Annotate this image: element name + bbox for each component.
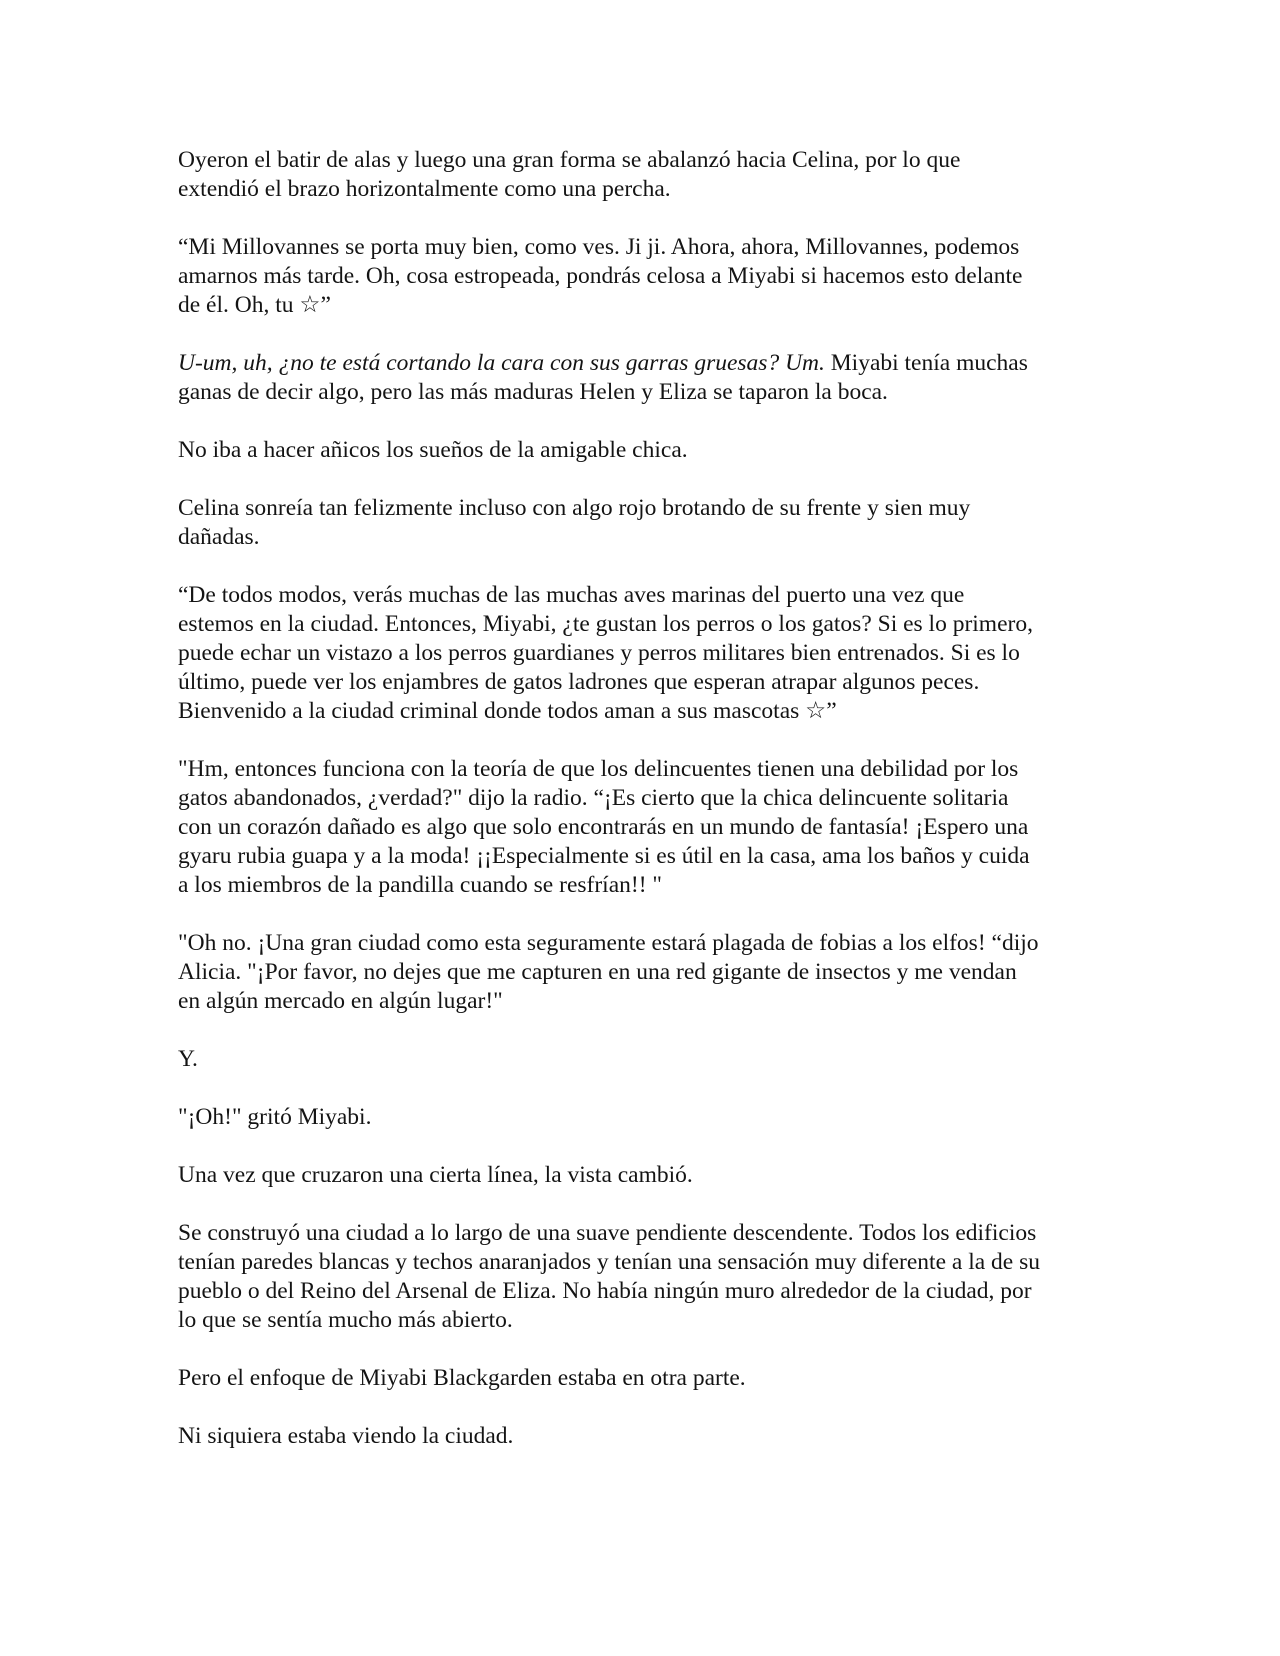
paragraph-14-line-1: Ni siquiera estaba viendo la ciudad. [178, 1423, 514, 1449]
paragraph-12 [178, 1219, 1108, 1335]
paragraph-1-line-2: extendió el brazo horizontalmente como una percha. [178, 176, 671, 202]
paragraph-7-line-5: a los miembros de la pandilla cuando se resfrían!! " [178, 872, 662, 898]
paragraph-12-line-1: Se construyó una ciudad a lo largo de una suave pendiente descendente. Todos los edificios [178, 1220, 1037, 1246]
paragraph-8 [178, 929, 1108, 1016]
paragraph-1-line-1: Oyeron el batir de alas y luego una gran forma se abalanzó hacia Celina, por lo que [178, 147, 961, 173]
document-text-body [178, 146, 1108, 1480]
paragraph-12-line-2: tenían paredes blancas y techos anaranjados y tenían una sensación muy diferente a la de su [178, 1249, 1040, 1275]
paragraph-8-line-2: Alicia. "¡Por favor, no dejes que me capturen en una red gigante de insectos y me vendan [178, 959, 1017, 985]
paragraph-6-line-4: último, puede ver los enjambres de gatos ladrones que esperan atrapar algunos peces. [178, 669, 980, 695]
paragraph-12-line-3: pueblo o del Reino del Arsenal de Eliza. No había ningún muro alrededor de la ciudad, por [178, 1278, 1032, 1304]
paragraph-9 [178, 1045, 1108, 1074]
paragraph-10 [178, 1103, 1108, 1132]
paragraph-5 [178, 494, 1108, 552]
paragraph-2-line-3: de él. Oh, tu ☆” [178, 292, 331, 318]
paragraph-5-line-1: Celina sonreía tan felizmente incluso con algo rojo brotando de su frente y sien muy [178, 495, 971, 521]
paragraph-4 [178, 436, 1108, 465]
paragraph-2 [178, 233, 1108, 320]
paragraph-7-line-4: gyaru rubia guapa y a la moda! ¡¡Especialmente si es útil en la casa, ama los baños y cuida [178, 843, 1030, 869]
paragraph-13-line-1: Pero el enfoque de Miyabi Blackgarden estaba en otra parte. [178, 1365, 746, 1391]
paragraph-2-line-1: “Mi Millovannes se porta muy bien, como ves. Ji ji. Ahora, ahora, Millovannes, podemos [178, 234, 1020, 260]
paragraph-7 [178, 755, 1108, 900]
paragraph-3 [178, 349, 1108, 407]
paragraph-6-line-5: Bienvenido a la ciudad criminal donde todos aman a sus mascotas ☆” [178, 698, 837, 724]
paragraph-6 [178, 581, 1108, 726]
paragraph-3-italic-thought: U-um, uh, ¿no te está cortando la cara con sus garras gruesas? Um. [178, 350, 825, 376]
paragraph-10-line-1: "¡Oh!" gritó Miyabi. [178, 1104, 372, 1130]
paragraph-6-line-1: “De todos modos, verás muchas de las muchas aves marinas del puerto una vez que [178, 582, 965, 608]
paragraph-9-line-1: Y. [178, 1046, 198, 1072]
paragraph-8-line-3: en algún mercado en algún lugar!" [178, 988, 503, 1014]
paragraph-12-line-4: lo que se sentía mucho más abierto. [178, 1307, 513, 1333]
paragraph-7-line-1: "Hm, entonces funciona con la teoría de que los delincuentes tienen una debilidad por los [178, 756, 1019, 782]
paragraph-11 [178, 1161, 1108, 1190]
paragraph-7-line-3: con un corazón dañado es algo que solo encontrarás en un mundo de fantasía! ¡Espero una [178, 814, 1029, 840]
paragraph-5-line-2: dañadas. [178, 524, 260, 550]
paragraph-7-line-2: gatos abandonados, ¿verdad?" dijo la radio. “¡Es cierto que la chica delincuente solitaria [178, 785, 1009, 811]
paragraph-2-line-2: amarnos más tarde. Oh, cosa estropeada, pondrás celosa a Miyabi si hacemos esto delante [178, 263, 1023, 289]
paragraph-14 [178, 1422, 1108, 1451]
paragraph-6-line-3: puede echar un vistazo a los perros guardianes y perros militares bien entrenados. Si es lo [178, 640, 1020, 666]
paragraph-4-line-1: No iba a hacer añicos los sueños de la amigable chica. [178, 437, 688, 463]
paragraph-8-line-1: "Oh no. ¡Una gran ciudad como esta seguramente estará plagada de fobias a los elfos! “dijo [178, 930, 1039, 956]
paragraph-1 [178, 146, 1108, 204]
paragraph-3-line-2: ganas de decir algo, pero las más maduras Helen y Eliza se taparon la boca. [178, 379, 888, 405]
paragraph-13 [178, 1364, 1108, 1393]
paragraph-3-line-1: Miyabi tenía muchas [824, 350, 1028, 376]
paragraph-6-line-2: estemos en la ciudad. Entonces, Miyabi, ¿te gustan los perros o los gatos? Si es lo primero, [178, 611, 1033, 637]
paragraph-11-line-1: Una vez que cruzaron una cierta línea, la vista cambió. [178, 1162, 693, 1188]
